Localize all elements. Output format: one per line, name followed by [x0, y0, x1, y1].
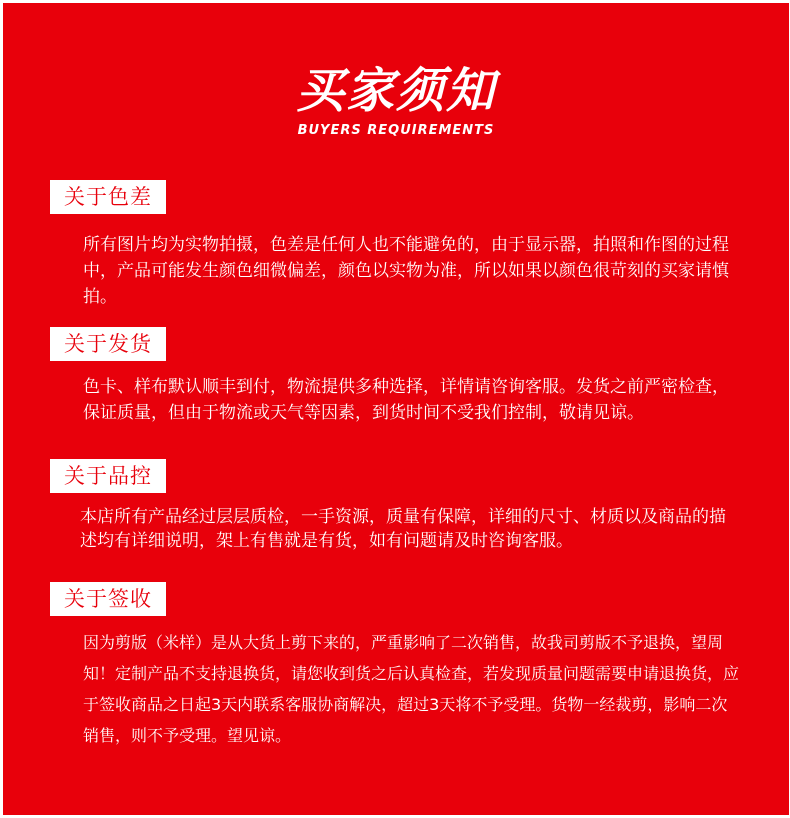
section-label-quality-control: 关于品控 — [50, 459, 166, 493]
section-text-quality-control: 本店所有产品经过层层质检，一手资源，质量有保障，详细的尺寸、材质以及商品的描述均有详细说明，架上有售就是有货，如有问题请及时咨询客服。 — [80, 507, 726, 551]
section-text-color-difference: 所有图片均为实物拍摄，色差是任何人也不能避免的，由于显示器，拍照和作图的过程中，产品可能发生颜色细微偏差，颜色以实物为准，所以如果以颜色很苛刻的买家请慎拍。 — [83, 235, 729, 307]
notice-panel — [3, 3, 789, 815]
section-label-receipt: 关于签收 — [50, 582, 166, 616]
section-label-shipping: 关于发货 — [50, 327, 166, 361]
section-text-receipt: 因为剪版（米样）是从大货上剪下来的，严重影响了二次销售，故我司剪版不予退换，望周知！定制产品不支持退换货，请您收到货之后认真检查，若发现质量问题需要申请退换货，应于签收商品之日起3天内联系客服协商解决，超过3天将不予受理。货物一经裁剪，影响二次销售，则不予受理。望见谅。 — [83, 633, 740, 745]
section-text-shipping: 色卡、样布默认顺丰到付，物流提供多种选择，详情请咨询客服。发货之前严密检查，保证质量，但由于物流或天气等因素，到货时间不受我们控制，敬请见谅。 — [83, 377, 729, 423]
section-label-color-difference: 关于色差 — [50, 180, 166, 214]
page-title: 买家须知 — [295, 63, 496, 119]
page-subtitle: BUYERS REQUIREMENTS — [297, 123, 495, 138]
